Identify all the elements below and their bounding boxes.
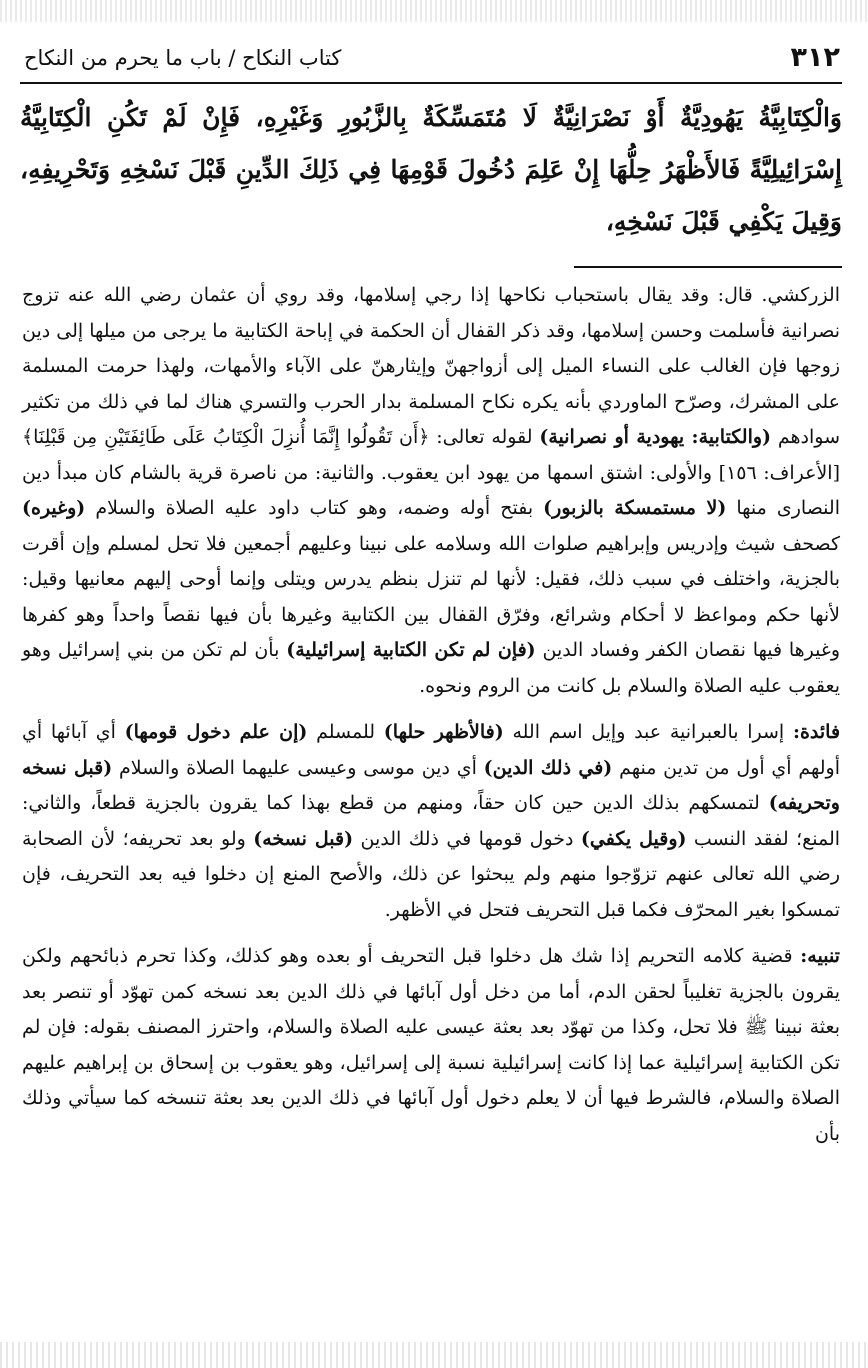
page-number: ٣١٢: [790, 42, 840, 73]
matn-text: وَالْكِتَابِيَّةُ يَهُودِيَّةٌ أَوْ نَصْرَانِيَّةٌ لَا مُتَمَسِّكَةٌ بِالزَّبُورِ وَغَيْرِهِ، فَإِنْ لَمْ تَكُنِ الْكِتَابِيَّةُ إِسْرَائِيلِيَّةً فَالأَظْهَرُ حِلُّهَا إِنْ عَلِمَ دُخُولَ قَوْمِهَا فِي ذَلِكَ الدِّينِ قَبْلَ نَسْخِهِ وَتَحْرِيفِهِ، وَقِيلَ يَكْفِي قَبْلَ نَسْخِهِ،: [20, 103, 842, 236]
page-header: [20, 40, 842, 84]
commentary: [22, 278, 840, 1163]
running-title: كتاب النكاح / باب ما يحرم من النكاح: [24, 46, 342, 70]
scan-edge-bottom: [0, 1342, 868, 1368]
commentary-paragraph-2: فائدة: إسرا بالعبرانية عبد وإيل اسم الله (فالأظهر حلها) للمسلم (إن علم دخول قومها) أي آبائها أي أولهم أي أول من تدين منهم (في ذلك الدين) أي دين موسى وعيسى عليهما الصلاة والسلام (قبل نسخه وتحريفه) لتمسكهم بذلك الدين حين كان حقاً، ومنهم من قطع بهذا كما يقرون بالجزية قطعاً، والثاني: المنع؛ لفقد النسب (وقيل يكفي) دخول قومها في ذلك الدين (قبل نسخه) ولو بعد تحريفه؛ لأن الصحابة رضي الله تعالى عنهم تزوّجوا منهم ولم يبحثوا عن ذلك، والأصح المنع إن دخلوا فيه بعد التحريف، فإن تمسكوا بغير المحرّف فكما قبل التحريف فتحل في الأظهر.: [22, 721, 841, 921]
commentary-paragraph-3: تنبيه: قضية كلامه التحريم إذا شك هل دخلوا قبل التحريف أو بعده وهو كذلك، وكذا تحرم ذبائحهم ولكن يقرون بالجزية تغليباً لحقن الدم، أما من دخل أول آبائها في ذلك الدين بعد نسخه كمن تهوّد أو تنصر بعد بعثة نبينا ﷺ فلا تحل، وكذا من تهوّد بعد بعثة عيسى عليه الصلاة والسلام، واحترز المصنف بقوله: فإن لم تكن الكتابية إسرائيلية عما إذا كانت إسرائيلية نسبة إلى إسرائيل، وهو يعقوب بن إسحاق بن إبراهيم عليهم الصلاة والسلام، فالشرط فيها أن لا يعلم دخول أول آبائها في ذلك الدين بعد بعثة تنسخه كما سيأتي وذلك بأن: [22, 945, 840, 1145]
commentary-paragraph-1: الزركشي. قال: وقد يقال باستحباب نكاحها إذا رجي إسلامها، وقد روي أن عثمان رضي الله عنه تزوج نصرانية فأسلمت وحسن إسلامها، وقد ذكر القفال أن الحكمة في إباحة الكتابية ما يرجى من ميلها إلى دين زوجها فإن الغالب على النساء الميل إلى أزواجهنّ وإيثارهنّ على الآباء والأمهات، ولهذا حرمت المسلمة على المشرك، وصرّح الماوردي بأنه يكره نكاح المسلمة بدار الحرب والتسري هناك لما في ذلك من تكثير سوادهم (والكتابية: يهودية أو نصرانية) لقوله تعالى: ﴿أَن تَقُولُوا إِنَّمَا أُنزِلَ الْكِتَابُ عَلَى طَائِفَتَيْنِ مِن قَبْلِنَا﴾ [الأعراف: ١٥٦] والأولى: اشتق اسمها من يهود ابن يعقوب. والثانية: من ناصرة قرية بالشام كان مبدأ دين النصارى منها (لا مستمسكة بالزبور) بفتح أوله وضمه، وهو كتاب داود عليه الصلاة والسلام (وغيره) كصحف شيث وإدريس وإبراهيم صلوات الله وسلامه على نبينا وعليهم أجمعين فلا تحل لمسلم وإن أقرت بالجزية، واختلف في سبب ذلك، فقيل: لأنها لم تنزل بنظم يدرس ويتلى وإنما أوحى إليهم معانيها وقيل: لأنها حكم ومواعظ لا أحكام وشرائع، وفرّق القفال بين الكتابية وغيرها بأن فيها نقصاً واحداً وهو كفرها وغيرها فيها نقصان الكفر وفساد الدين (فإن لم تكن الكتابية إسرائيلية) بأن لم تكن من بني إسرائيل وهو يعقوب عليه الصلاة والسلام بل كانت من الروم ونحوه.: [22, 284, 841, 697]
separator-rule: [574, 266, 842, 268]
